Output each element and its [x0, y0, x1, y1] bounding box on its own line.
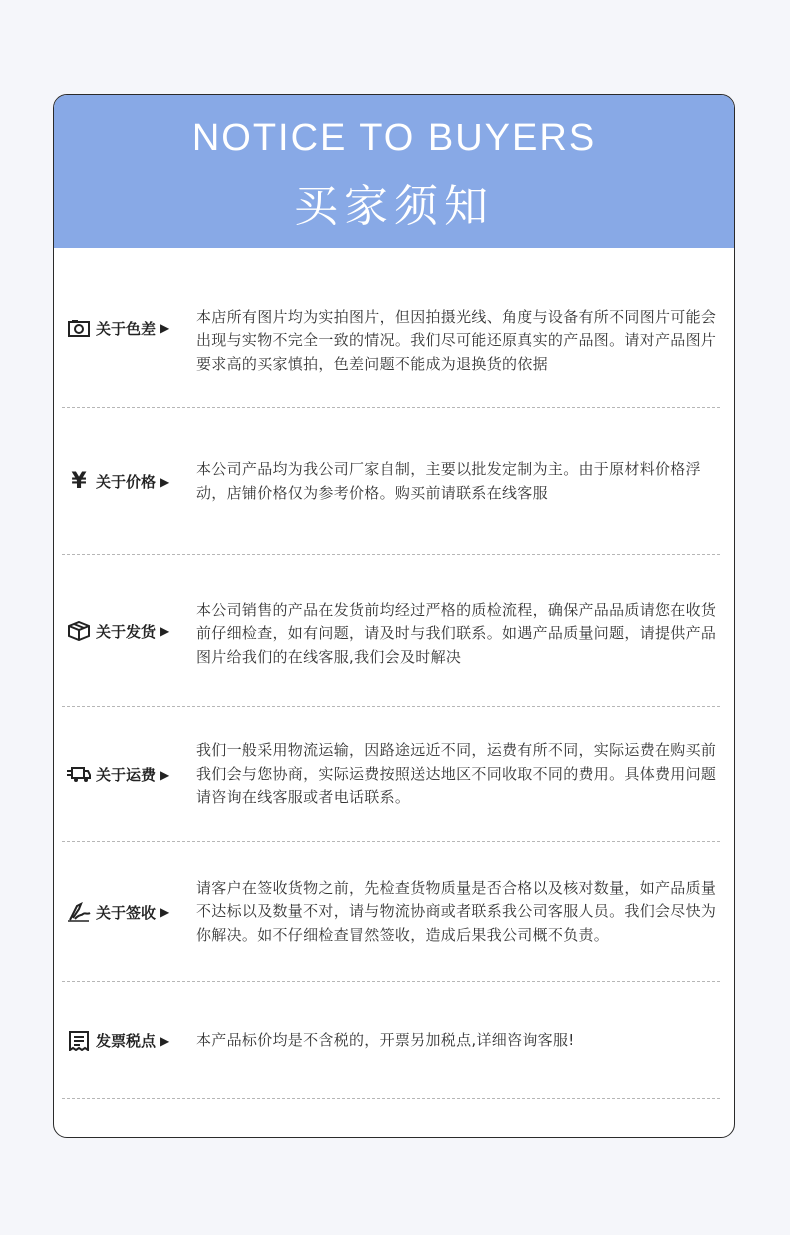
item-label: [66, 317, 196, 339]
title-cn: 买家须知: [294, 181, 494, 232]
item-description: 本店所有图片均为实拍图片，但因拍摄光线、角度与设备有所不同图片可能会出现与实物不完全一致的情况。我们尽可能还原真实的产品图。请对产品图片要求高的买家慎拍，色差问题不能成为退换货的依据: [196, 307, 717, 373]
divider: [62, 1098, 720, 1099]
list-item-freight: [54, 707, 734, 842]
package-icon: [66, 620, 92, 642]
arrow-icon: ▶: [160, 1033, 170, 1048]
list-item-color-difference: [54, 248, 734, 408]
item-label: [66, 1030, 196, 1052]
list-item-shipping: [54, 555, 734, 707]
arrow-icon: ▶: [160, 905, 170, 919]
notice-header: [54, 95, 734, 248]
list-item-invoice-tax: [54, 982, 734, 1099]
item-description: 本公司销售的产品在发货前均经过严格的质检流程，确保产品品质请您在收货前仔细检查，如有问题，请及时与我们联系。如遇产品质量问题，请提供产品图片给我们的在线客服,我们会及时解决: [196, 600, 717, 666]
notice-list: [54, 248, 734, 1099]
item-description: 本产品标价均是不含税的，开票另加税点,详细咨询客服!: [196, 1030, 575, 1049]
arrow-icon: ▶: [160, 624, 170, 638]
arrow-icon: ▶: [160, 474, 170, 489]
item-label-text: 关于价格: [96, 473, 157, 491]
item-label-text: 关于签收: [96, 903, 157, 922]
camera-icon: [66, 317, 92, 339]
list-item-price: [54, 408, 734, 555]
item-description: 我们一般采用物流运输，因路途远近不同，运费有所不同，实际运费在购买前我们会与您协商，实际运费按照送达地区不同收取不同的费用。具体费用问题请咨询在线客服或者电话联系。: [196, 741, 717, 807]
item-label-text: 发票税点: [96, 1032, 157, 1050]
yen-icon: ¥: [71, 469, 87, 494]
item-label: [66, 471, 196, 493]
item-label-text: 关于色差: [96, 319, 157, 338]
arrow-icon: ▶: [160, 321, 170, 335]
notice-card: [53, 94, 735, 1138]
title-en: NOTICE TO BUYERS: [191, 117, 597, 159]
invoice-icon: [66, 1030, 92, 1052]
arrow-icon: ▶: [160, 767, 170, 782]
item-label: [66, 620, 196, 642]
list-item-signing: [54, 842, 734, 982]
item-description: 请客户在签收货物之前，先检查货物质量是否合格以及核对数量，如产品质量不达标以及数量不对，请与物流协商或者联系我公司客服人员。我们会尽快为你解决。如不仔细检查冒然签收，造成后果我公司概不负责。: [196, 878, 717, 944]
item-label: [66, 764, 196, 786]
item-label-text: 关于发货: [96, 622, 157, 641]
item-label-text: 关于运费: [96, 766, 157, 784]
truck-icon: [66, 764, 92, 786]
signature-icon: [66, 901, 92, 923]
item-description: 本公司产品均为我公司厂家自制，主要以批发定制为主。由于原材料价格浮动，店铺价格仅为参考价格。购买前请联系在线客服: [196, 460, 701, 502]
item-label: [66, 901, 196, 923]
